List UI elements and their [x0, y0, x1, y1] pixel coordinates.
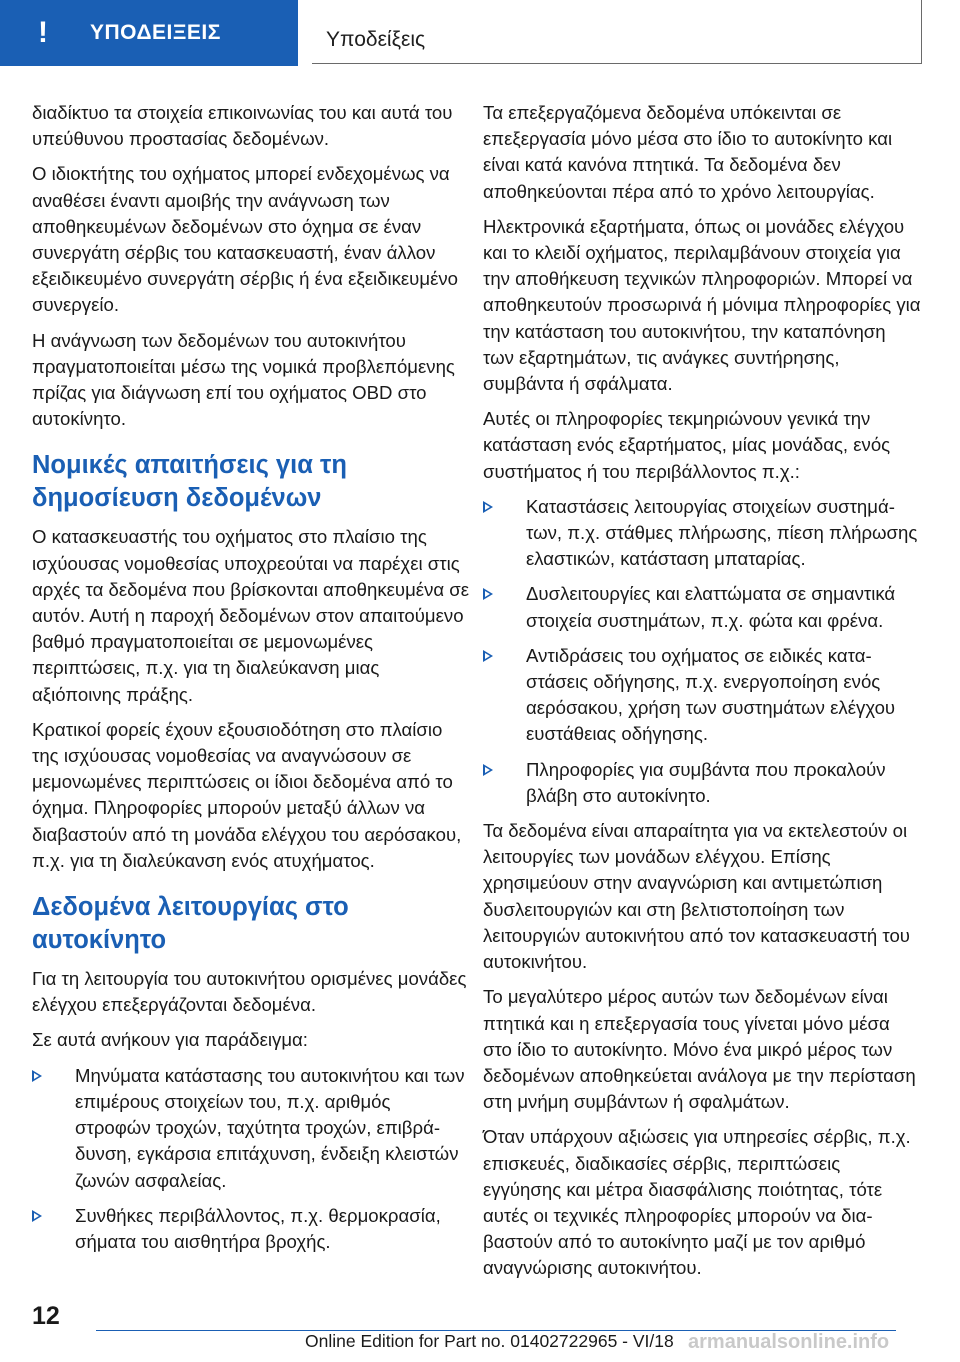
- bullet-list: [32, 1063, 470, 1255]
- page-title: Υποδείξεις: [312, 0, 922, 64]
- list-item-text: Αντιδράσεις του οχήματος σε ειδικές καταστάσεις οδήγησης, π.χ. ενεργοποίηση ενός αερόσακου, χρήση των συστημάτων ελέγχου ευστάθειας οδήγησης.: [526, 644, 896, 745]
- site-watermark: armanualsonline.info: [688, 1331, 890, 1353]
- paragraph: Το μεγαλύτερο μέρος αυτών των δεδομένων είναι πτητικά και η επεξεργασία τους γίνεται μόνο μέσα στο ίδιο το αυτοκίνητο. Μόνο ένα μικρό μέρος των δεδομένων αποθηκεύεται ανάλογα με την περίσταση στη μνήμη συμβάντων ή σφαλμάτων.: [483, 986, 916, 1113]
- list-item: [483, 581, 921, 633]
- list-item-text: Συνθήκες περιβάλλοντος, π.χ. θερμοκρασία, σήματα του αισθητήρα βροχής.: [75, 1204, 441, 1252]
- triangle-bullet-icon: [32, 1210, 42, 1222]
- paragraph: Ο κατασκευαστής του οχήματος στο πλαίσιο της ισχύουσας νομοθεσίας υποχρεούται να παρέχει στις αρχές τα δεδομένα που βρίσκονται αποθηκευμένα σε αυτόν. Αυτή η παροχή δεδομένων στον απαιτούμενο βαθμό πραγματοποιείται σε μεμονωμένες περιπτώσεις, π.χ. για τη διαλεύκανση μιας αξιόποινης πράξης.: [32, 526, 470, 705]
- paragraph: Ηλεκτρονικά εξαρτήματα, όπως οι μονάδες ελέγχου και το κλειδί οχήματος, περιλαμβάνουν στοιχεία για την αποθήκευση τεχνικών πληροφοριών. Μπορεί να αποθηκευτούν προσωρινά ή μόνιμα πληροφορίες για την κατάσταση του αυτοκινήτου, την καταπόνηση των εξαρτημάτων, τις ανάγκες συντήρησης, συμβάντα ή σφάλματα.: [483, 215, 921, 395]
- triangle-bullet-icon: [483, 501, 493, 513]
- page-number: 12: [32, 1302, 60, 1330]
- list-item-text: Πληροφορίες για συμβάντα που προκαλούν βλάβη στο αυτοκίνητο.: [526, 758, 886, 806]
- paragraph: Αυτές οι πληροφορίες τεκμηριώνουν γενικά την κατάσταση ενός εξαρτήματος, μίας μονάδας, ενός συστήματος ή του περιβάλλοντος π.χ.:: [483, 408, 891, 482]
- bullet-list: [483, 494, 921, 809]
- warning-mark-icon: !: [38, 16, 48, 49]
- triangle-bullet-icon: [483, 588, 493, 600]
- paragraph: Ο ιδιοκτήτης του οχήματος μπορεί ενδεχομένως να αναθέσει έναντι αμοιβής την ανάγνωση των αποθηκευμένων δεδομένων στο όχημα σε έναν συνεργάτη σέρβις του κατασκευαστή, έναν άλλον εξειδικευμένο συνεργάτη σέρβις ή ένα εξειδικευμένο συνεργείο.: [32, 163, 458, 316]
- left-column: [32, 100, 470, 1264]
- list-item-text: Καταστάσεις λειτουργίας στοιχείων συστημάτων, π.χ. στάθμες πλήρωσης, πίεση πλήρωσης ελαστικών, κατάσταση μπαταρίας.: [526, 495, 918, 570]
- page-header: [0, 0, 960, 68]
- section-tab: [0, 0, 298, 66]
- list-item: [483, 643, 921, 748]
- triangle-bullet-icon: [483, 650, 493, 662]
- right-column: [483, 100, 921, 1291]
- list-item: [483, 494, 921, 573]
- edition-note: Online Edition for Part no. 01402722965 - VI/18: [305, 1331, 674, 1351]
- section-label: ΥΠΟΔΕΙΞΕΙΣ: [90, 21, 221, 44]
- triangle-bullet-icon: [483, 764, 493, 776]
- paragraph: Τα δεδομένα είναι απαραίτητα για να εκτελεστούν οι λειτουργίες των μονάδων ελέγχου. Επίσης χρησιμεύουν στην αναγνώριση και αντιμετώπιση δυσλειτουργιών και στη βελτιστοποίηση των λειτουργιών αυτοκινήτου από τον κατασκευαστή του αυτοκινήτου.: [483, 820, 910, 973]
- triangle-bullet-icon: [32, 1070, 42, 1082]
- paragraph: διαδίκτυο τα στοιχεία επικοινωνίας του και αυτά του υπεύθυνου προστασίας δεδομένων.: [32, 102, 453, 150]
- section-heading: Νομικές απαιτήσεις για τη δημοσίευση δεδομένων: [32, 451, 347, 513]
- paragraph: Η ανάγνωση των δεδομένων του αυτοκινήτου πραγματοποιείται μέσω της νομικά προβλεπόμενης πρίζας για διάγνωση επί του οχήματος OBD στο αυτοκίνητο.: [32, 329, 455, 430]
- paragraph: Κρατικοί φορείς έχουν εξουσιοδότηση στο πλαίσιο της ισχύουσας νομοθεσίας να αναγνώσουν σε μεμονωμένες περιπτώσεις οι ίδιοι δεδομένα από το όχημα. Πληροφορίες μπορούν μεταξύ άλλων να διαβαστούν από τη μονάδα ελέγχου του αερόσακου, π.χ. για τη διαλεύκανση ενός ατυχήματος.: [32, 718, 462, 871]
- section-heading: Δεδομένα λειτουργίας στο αυτοκίνητο: [32, 893, 349, 955]
- list-item: [483, 757, 921, 809]
- paragraph: Σε αυτά ανήκουν για παράδειγμα:: [32, 1029, 308, 1051]
- list-item-text: Δυσλειτουργίες και ελαττώματα σε σημαντικά στοιχεία συστημάτων, π.χ. φώτα και φρένα.: [526, 583, 896, 631]
- list-item: [32, 1063, 470, 1194]
- list-item-text: Μηνύματα κατάστασης του αυτοκινήτου και των επιμέρους στοιχείων του, π.χ. αριθμός στροφών τροχών, ταχύτητα τροχών, επιβράδυνση, εγκάρσια επιτάχυνση, ένδειξη κλειστών ζωνών ασφαλείας.: [75, 1064, 465, 1191]
- paragraph: Όταν υπάρχουν αξιώσεις για υπηρεσίες σέρβις, π.χ. επισκευές, διαδικασίες σέρβις, περιπτώσεις εγγύησης και μέτρα διασφάλισης ποιότητας, τότε αυτές οι τεχνικές πληροφορίες μπορούν να διαβαστούν από το αυτοκίνητο μαζί με τον αριθμό αναγνώρισης αυτοκινήτου.: [483, 1126, 911, 1279]
- list-item: [32, 1203, 470, 1255]
- paragraph: Για τη λειτουργία του αυτοκινήτου ορισμένες μονάδες ελέγχου επεξεργάζονται δεδομένα.: [32, 968, 467, 1016]
- paragraph: Τα επεξεργαζόμενα δεδομένα υπόκεινται σε επεξεργασία μόνο μέσα στο ίδιο το αυτοκίνητο και είναι κατά κανόνα πτητικά. Τα δεδομένα δεν αποθηκεύονται πέρα από το χρόνο λειτουργίας.: [483, 102, 893, 202]
